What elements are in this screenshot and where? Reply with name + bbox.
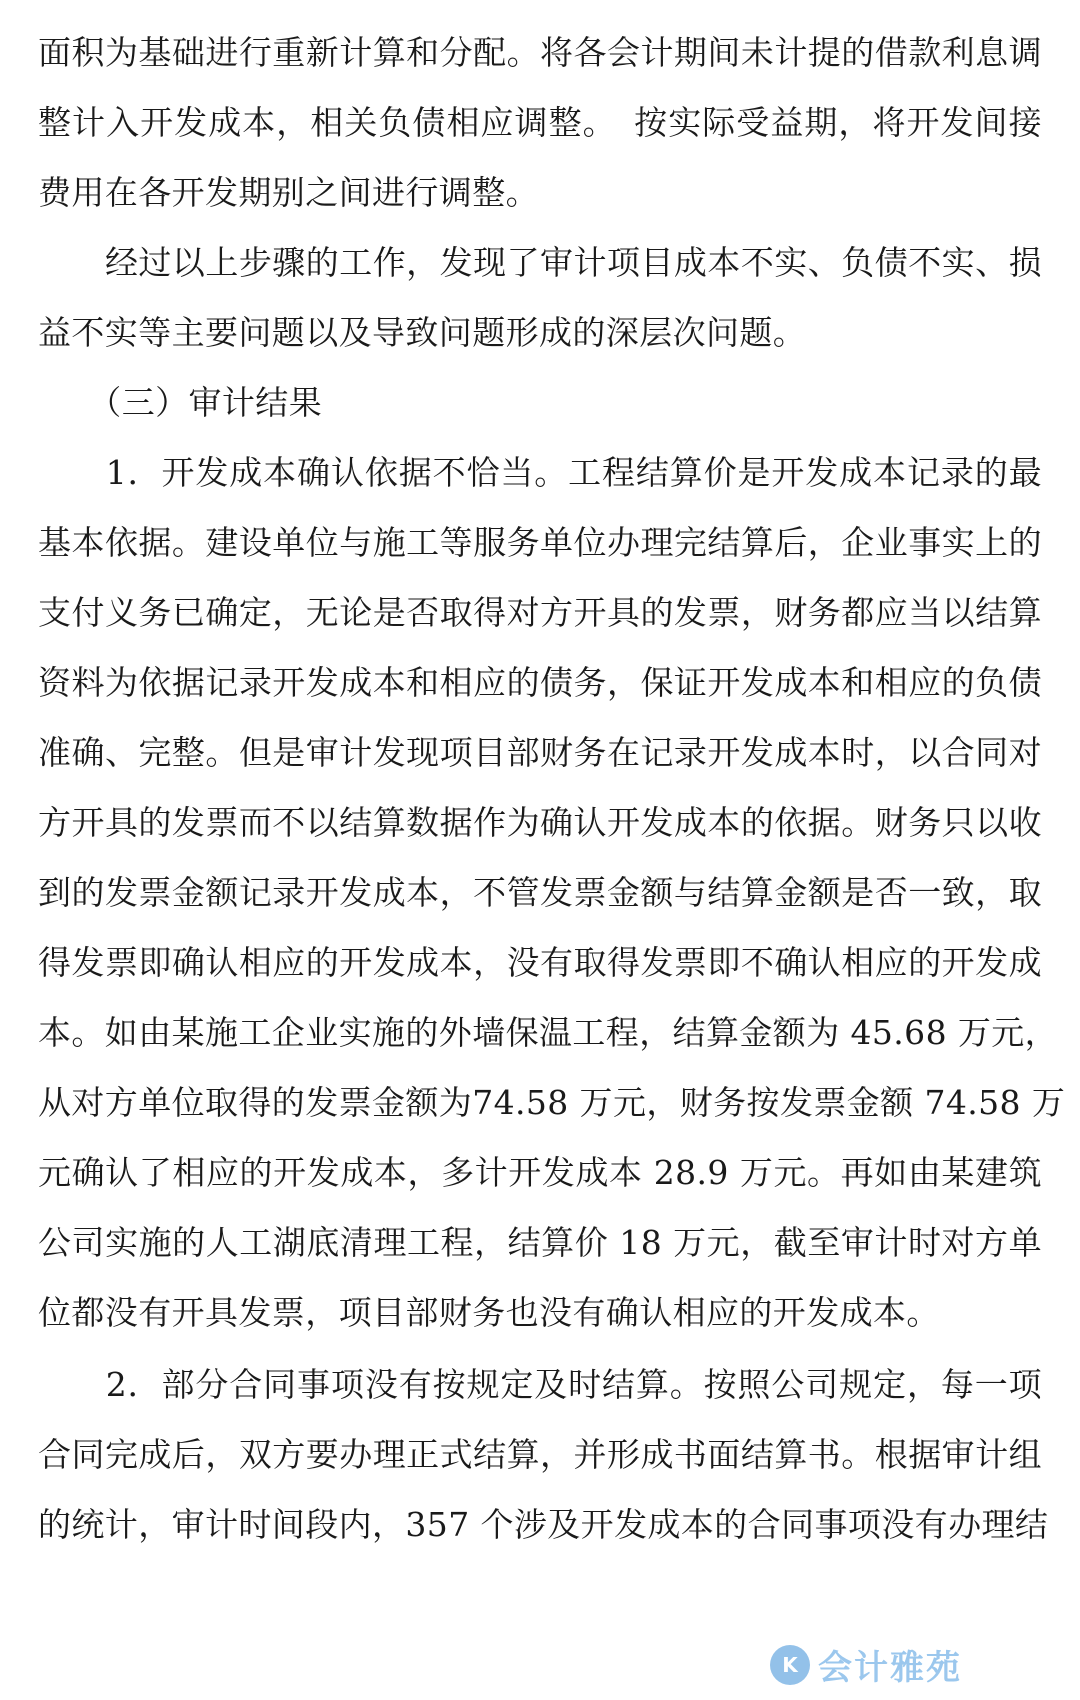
text-line: 支付义务已确定，无论是否取得对方开具的发票，财务都应当以结算 xyxy=(38,593,1042,632)
text-line: 得发票即确认相应的开发成本，没有取得发票即不确认相应的开发成 xyxy=(38,943,1042,982)
watermark-logo-icon: K xyxy=(770,1645,810,1685)
text-line: 的统计，审计时间段内，357 个涉及开发成本的合同事项没有办理结 xyxy=(38,1505,1049,1544)
watermark xyxy=(770,1640,962,1689)
text-line: 本。如由某施工企业实施的外墙保温工程，结算金额为 45.68 万元， xyxy=(38,1013,1059,1052)
text-line: 经过以上步骤的工作，发现了审计项目成本不实、负债不实、损 xyxy=(38,243,1042,282)
text-line: 益不实等主要问题以及导致问题形成的深层次问题。 xyxy=(38,313,807,352)
text-line: 方开具的发票而不以结算数据作为确认开发成本的依据。财务只以收 xyxy=(38,803,1042,842)
text-line: 准确、完整。但是审计发现项目部财务在记录开发成本时，以合同对 xyxy=(38,733,1042,772)
text-line: 公司实施的人工湖底清理工程，结算价 18 万元，截至审计时对方单 xyxy=(38,1223,1042,1262)
text-line: 合同完成后，双方要办理正式结算，并形成书面结算书。根据审计组 xyxy=(38,1435,1042,1474)
text-line: 2．部分合同事项没有按规定及时结算。按照公司规定，每一项 xyxy=(38,1365,1042,1404)
text-line: 面积为基础进行重新计算和分配。将各会计期间未计提的借款利息调 xyxy=(38,33,1042,72)
text-line: 到的发票金额记录开发成本，不管发票金额与结算金额是否一致，取 xyxy=(38,873,1042,912)
watermark-text: 会计雅苑 xyxy=(818,1648,962,1688)
text-line: 元确认了相应的开发成本，多计开发成本 28.9 万元。再如由某建筑 xyxy=(38,1153,1042,1192)
text-line: 位都没有开具发票，项目部财务也没有确认相应的开发成本。 xyxy=(38,1293,940,1332)
text-line: 整计入开发成本，相关负债相应调整。 按实际受益期，将开发间接 xyxy=(38,103,1042,142)
text-line: 资料为依据记录开发成本和相应的债务，保证开发成本和相应的负债 xyxy=(38,663,1042,702)
text-line: 费用在各开发期别之间进行调整。 xyxy=(38,173,539,212)
text-line: 从对方单位取得的发票金额为74.58 万元，财务按发票金额 74.58 万 xyxy=(38,1083,1066,1122)
section-heading: （三）审计结果 xyxy=(38,383,323,422)
text-line: 1．开发成本确认依据不恰当。工程结算价是开发成本记录的最 xyxy=(38,453,1042,492)
text-line: 基本依据。建设单位与施工等服务单位办理完结算后，企业事实上的 xyxy=(38,523,1042,562)
